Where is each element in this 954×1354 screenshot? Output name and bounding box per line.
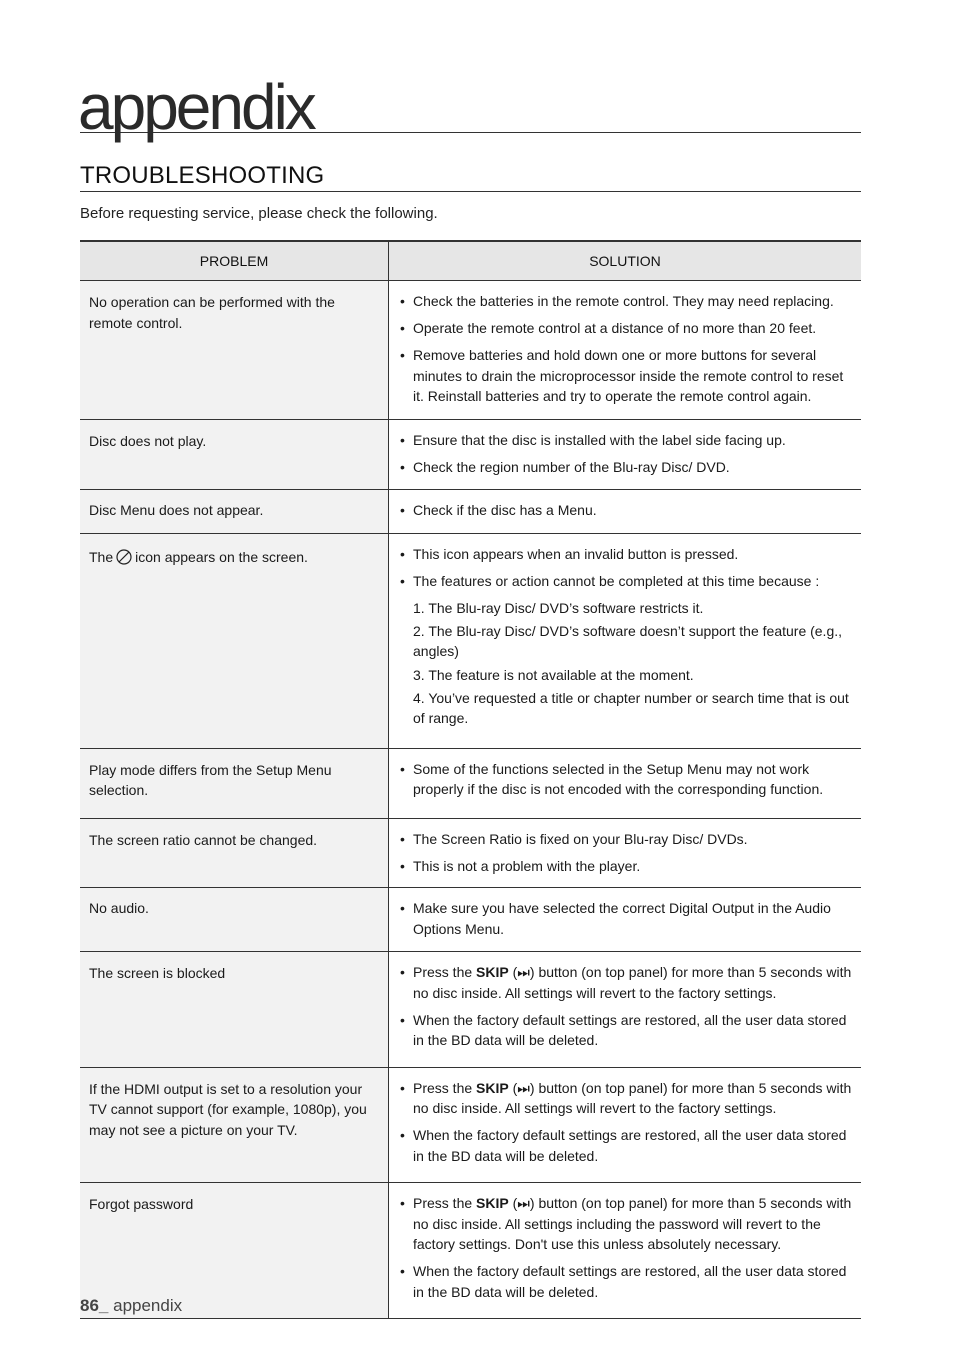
solution-subitem: 3. The feature is not available at the moment. — [413, 666, 694, 683]
solution-item: • Check if the disc has a Menu. — [399, 500, 857, 521]
problem-cell: Forgot password — [80, 1183, 389, 1319]
problem-cell: Disc does not play. — [80, 419, 389, 490]
solution-item: • Remove batteries and hold down one or more buttons for several minutes to drain the microprocessor inside the remote control to reset it. Reinstall batteries and try to operate the remote control again. — [399, 345, 857, 407]
solution-item: • When the factory default settings are restored, all the user data stored in the BD data will be deleted. — [399, 1010, 857, 1051]
table-row — [80, 281, 861, 420]
solution-header: SOLUTION — [389, 241, 862, 281]
footer-label: appendix — [113, 1296, 183, 1315]
problem-cell — [80, 533, 389, 748]
skip-icon: (⏭) — [512, 1195, 535, 1212]
solution-item: • Make sure you have selected the correct Digital Output in the Audio Options Menu. — [399, 898, 857, 939]
solution-subitem: 1. The Blu-ray Disc/ DVD’s software restricts it. — [413, 599, 704, 616]
solution-subitem: 4. You’ve requested a title or chapter number or search time that is out of range. — [413, 689, 849, 727]
solution-item: • This is not a problem with the player. — [399, 856, 857, 877]
skip-label: SKIP — [476, 1195, 509, 1212]
problem-cell: The screen ratio cannot be changed. — [80, 818, 389, 888]
solution-subitem: 2. The Blu-ray Disc/ DVD’s software doesn’t support the feature (e.g., angles) — [413, 622, 843, 660]
table-row — [80, 533, 861, 748]
table-row — [80, 748, 861, 818]
solution-cell — [389, 1067, 862, 1183]
table-row — [80, 818, 861, 888]
solution-cell — [389, 952, 862, 1068]
problem-header: PROBLEM — [80, 241, 389, 281]
page-number: 86 — [80, 1296, 99, 1315]
chapter-header — [78, 70, 861, 143]
chapter-title: appendix — [78, 71, 314, 143]
table-row — [80, 888, 861, 952]
solution-item — [399, 962, 857, 1003]
table-row — [80, 490, 861, 534]
skip-after: button (on top panel) for more than 5 seconds with no disc inside. All settings will revert to the factory settings. — [413, 964, 852, 1001]
skip-label: SKIP — [476, 1079, 509, 1096]
prohibited-icon — [116, 549, 132, 565]
problem-text-before: The — [89, 548, 114, 565]
skip-before: Press the — [413, 964, 473, 981]
solution-item — [399, 1193, 857, 1255]
skip-label: SKIP — [476, 964, 509, 981]
table-row — [80, 419, 861, 490]
section-title: TROUBLESHOOTING — [80, 162, 325, 189]
skip-before: Press the — [413, 1195, 473, 1212]
solution-cell — [389, 888, 862, 952]
solution-cell — [389, 818, 862, 888]
problem-cell: No operation can be performed with the remote control. — [80, 281, 389, 420]
solution-cell — [389, 533, 862, 748]
table-row — [80, 1183, 861, 1319]
page-separator: _ — [98, 1296, 114, 1315]
page-footer — [80, 1296, 182, 1316]
solution-item: • When the factory default settings are restored, all the user data stored in the BD data will be deleted. — [399, 1125, 857, 1166]
solution-cell — [389, 1183, 862, 1319]
skip-before: Press the — [413, 1079, 473, 1096]
solution-item: • When the factory default settings are restored, all the user data stored in the BD data will be deleted. — [399, 1261, 857, 1302]
skip-after: button (on top panel) for more than 5 seconds with no disc inside. All settings including the password will revert to the factory settings. Don't use this unless absolutely necessary. — [413, 1195, 852, 1253]
problem-text-after: icon appears on the screen. — [135, 548, 308, 565]
solution-item: • The features or action cannot be completed at this time because : — [399, 571, 857, 592]
solution-item: • Check the batteries in the remote control. They may need replacing. — [399, 291, 857, 312]
table-row — [80, 1067, 861, 1183]
skip-icon: (⏭) — [512, 964, 535, 981]
solution-item: • Check the region number of the Blu-ray Disc/ DVD. — [399, 457, 857, 478]
intro-text: Before requesting service, please check the following. — [80, 205, 438, 222]
problem-cell: No audio. — [80, 888, 389, 952]
problem-cell: If the HDMI output is set to a resolution your TV cannot support (for example, 1080p), you may not see a picture on your TV. — [80, 1067, 389, 1183]
solution-item: • This icon appears when an invalid button is pressed. — [399, 544, 857, 565]
solution-item — [399, 1078, 857, 1119]
solution-item: • Ensure that the disc is installed with the label side facing up. — [399, 430, 857, 451]
solution-item: • The Screen Ratio is fixed on your Blu-ray Disc/ DVDs. — [399, 829, 857, 850]
problem-cell: Play mode differs from the Setup Menu selection. — [80, 748, 389, 818]
problem-cell: The screen is blocked — [80, 952, 389, 1068]
solution-cell — [389, 748, 862, 818]
table-header-row — [80, 241, 861, 281]
solution-item: • Operate the remote control at a distance of no more than 20 feet. — [399, 318, 857, 339]
section-header — [80, 156, 861, 192]
table-row — [80, 952, 861, 1068]
problem-cell: Disc Menu does not appear. — [80, 490, 389, 534]
solution-cell — [389, 419, 862, 490]
solution-cell — [389, 490, 862, 534]
solution-item: • Some of the functions selected in the Setup Menu may not work properly if the disc is not encoded with the corresponding function. — [399, 759, 857, 800]
skip-after: button (on top panel) for more than 5 seconds with no disc inside. All settings will revert to the factory settings. — [413, 1079, 852, 1117]
skip-icon: (⏭) — [512, 1079, 535, 1096]
solution-cell — [389, 281, 862, 420]
troubleshooting-table — [80, 240, 861, 1319]
